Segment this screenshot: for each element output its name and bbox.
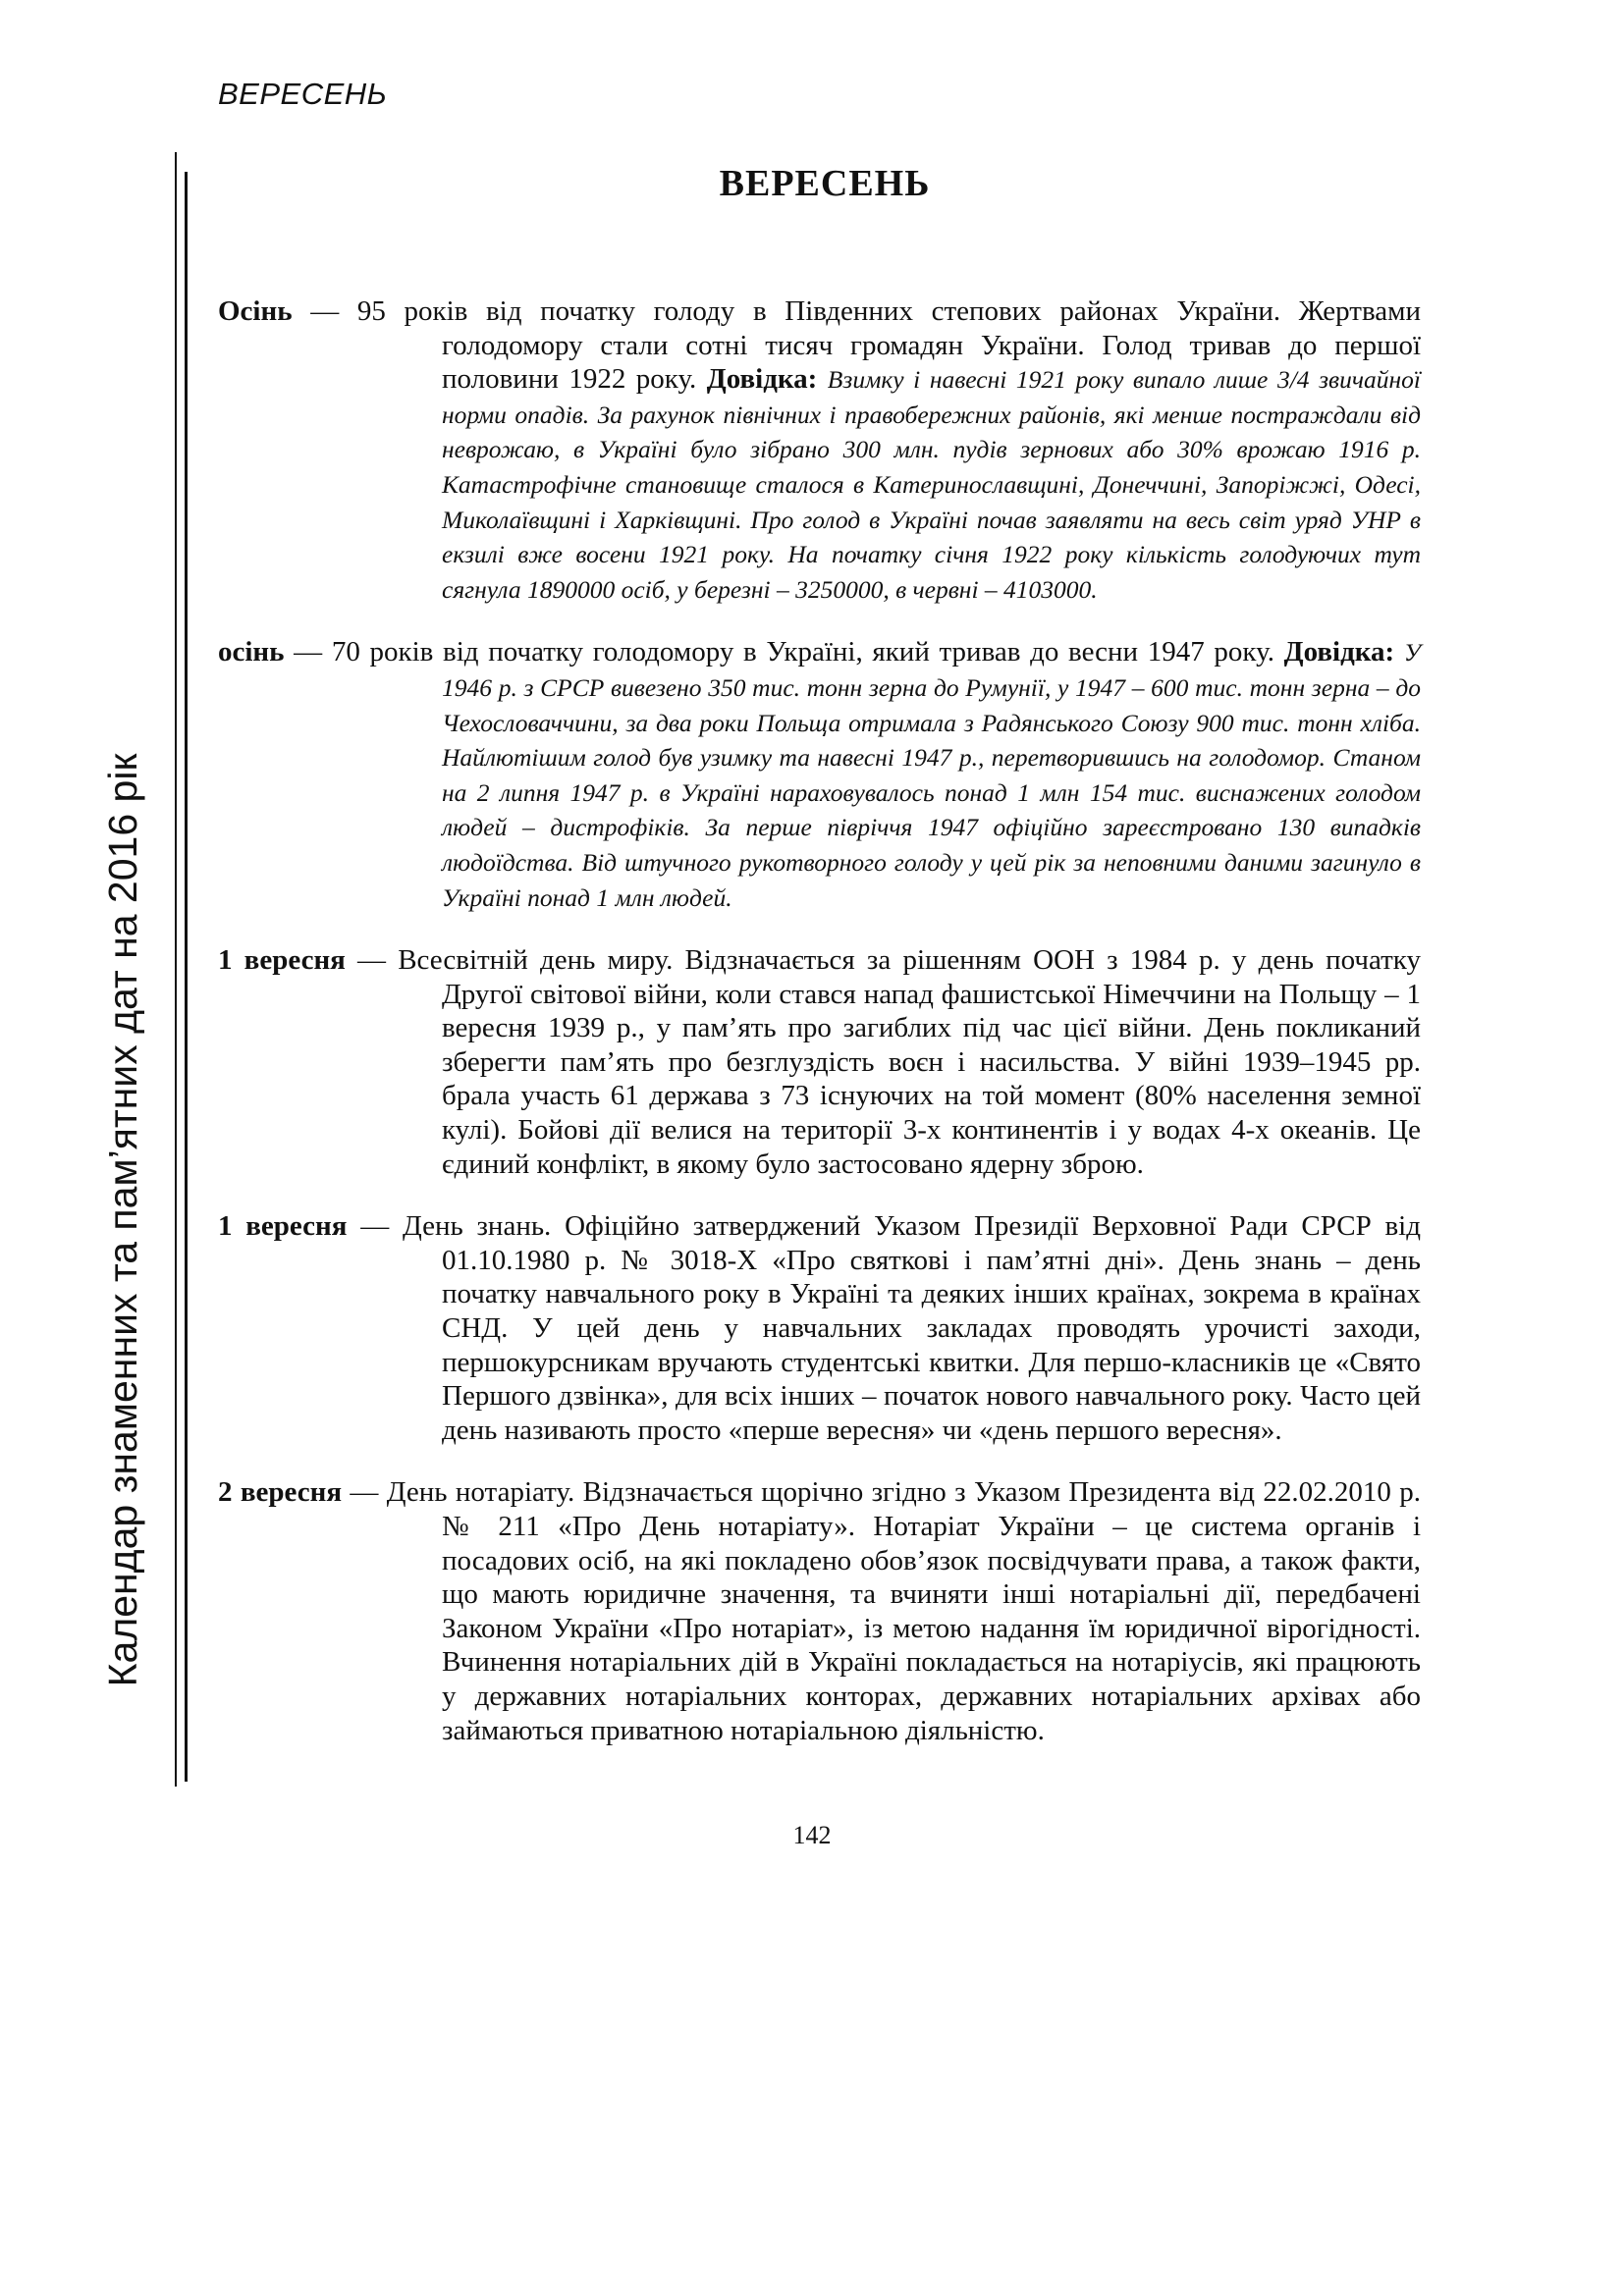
entry-sep-2-notary (218, 1475, 1421, 1747)
vertical-rule-bold (185, 172, 188, 1782)
entry-dash: — (357, 944, 387, 977)
entry-note: Взимку і навесні 1921 року випало лише 3/4 звичайної норми опадів. За рахунок північних і правобережних районів, які менше постраждали від неврожаю, в Україні було зібрано 300 млн. пудів зернових або 30% врожаю 1916 р. Катастрофічне становище сталося в Катеринославщині, Донеччині, Запоріжжі, Одесі, Миколаївщині і Харківщині. Про голод в Україні почав заявляти на весь світ уряд УНР в екзилі вже восени 1921 року. На початку січня 1922 року кількість голодуючих тут сягнула 1890000 осіб, у березні – 3250000, в червні – 4103000. (442, 365, 1422, 604)
entry-text: 95 років від початку голоду в Південних степових районах України. Жертвами голодомору стали сотні тисяч громадян України. Голод тривав до першої половини 1922 року. (356, 295, 1422, 396)
entry-text: 70 років від початку голодомору в Україні, який тривав до весни 1947 року. (331, 636, 1274, 668)
entry-sep-1-peace (218, 943, 1421, 1181)
entry-dash: — (294, 636, 323, 668)
page-title: ВЕРЕСЕНЬ (719, 163, 931, 204)
entry-text: Всесвітній день миру. Відзначається за рішенням ООН з 1984 р. у день початку Другої світової війни, коли стався напад фашистської Німеччини на Польщу – 1 вересня 1939 р., у пам’ять про загиблих під час цієї війни. День покликаний зберегти пам’ять про безглуздість воєн і насильства. У війні 1939–1945 рр. брала участь 61 держава з 73 існуючих на той момент (80% населення земної кулі). Бойові дії велися на території 3-х континентів і у водах 4-х океанів. Це єдиний конфлікт, в якому було застосовано ядерну зброю. (398, 944, 1421, 1180)
running-head: ВЕРЕСЕНЬ (218, 77, 388, 111)
entries-list (218, 294, 1421, 1749)
entry-sep-1-knowledge (218, 1209, 1421, 1447)
side-title: Календар знаменних та пам’ятних дат на 2016 рік (100, 753, 145, 1687)
entry-text: День знань. Офіційно затверджений Указом Президії Верховної Ради СРСР від 01.10.1980 р. № 3018-Х «Про святкові і пам’ятні дні». День знань – день початку навчального року в Україні та деяких інших країнах, зокрема в країнах СНД. У цей день у навчальних закладах проводять урочисті заходи, першокурсникам вручають студентські квитки. Для першо-класників це «Свято Першого дзвінка», для всіх інших – початок нового навчального року. Часто цей день називають просто «перше вересня» чи «день першого вересня». (402, 1210, 1421, 1446)
entry-autumn-1921 (218, 294, 1421, 607)
entry-dash: — (360, 1210, 390, 1243)
entry-date: осінь (218, 636, 285, 668)
entry-date: 1 вересня (218, 1210, 348, 1243)
note-label: Довідка: (1283, 636, 1395, 668)
entry-date: Осінь (218, 295, 293, 327)
entry-text: День нотаріату. Відзначається щорічно згідно з Указом Президента від 22.02.2010 р. № 211 «Про День нотаріату». Нотаріат України – це система органів і посадових осіб, на які покладено обов’язок посвідчувати права, а також факти, що мають юридичне значення, та вчиняти інші нотаріальні дії, передбачені Законом України «Про нотаріат», із метою надання їм юридичної вірогідності. Вчинення нотаріальних дій в Україні покладається на нотаріусів, які працюють у державних нотаріальних конторах, державних нотаріальних архівах або займаються приватною нотаріальною діяльністю. (386, 1476, 1421, 1746)
entry-dash: — (350, 1476, 379, 1509)
entry-note: У 1946 р. з СРСР вивезено 350 тис. тонн зерна до Румунії, у 1947 – 600 тис. тонн зерна – до Чехословаччини, за два роки Польща отримала з Радянського Союзу 900 тис. тонн хліба. Найлютішим голод був узимку та навесні 1947 р., перетворившись на голодомор. Станом на 2 липня 1947 р. в Україні нараховувалось понад 1 млн 154 тис. виснажених голодом людей – дистрофіків. За перше півріччя 1947 офіційно зареєстровано 130 випадків людоїдства. Від штучного рукотворного голоду у цей рік за неповними даними загинуло в Україні понад 1 млн людей. (442, 638, 1422, 912)
entry-date: 1 вересня (218, 944, 346, 977)
note-label: Довідка: (706, 363, 818, 396)
entry-date: 2 вересня (218, 1476, 343, 1509)
page-number: 142 (792, 1821, 832, 1849)
vertical-rule (175, 152, 177, 1787)
entry-autumn-1946 (218, 635, 1421, 915)
entry-dash: — (310, 295, 340, 327)
